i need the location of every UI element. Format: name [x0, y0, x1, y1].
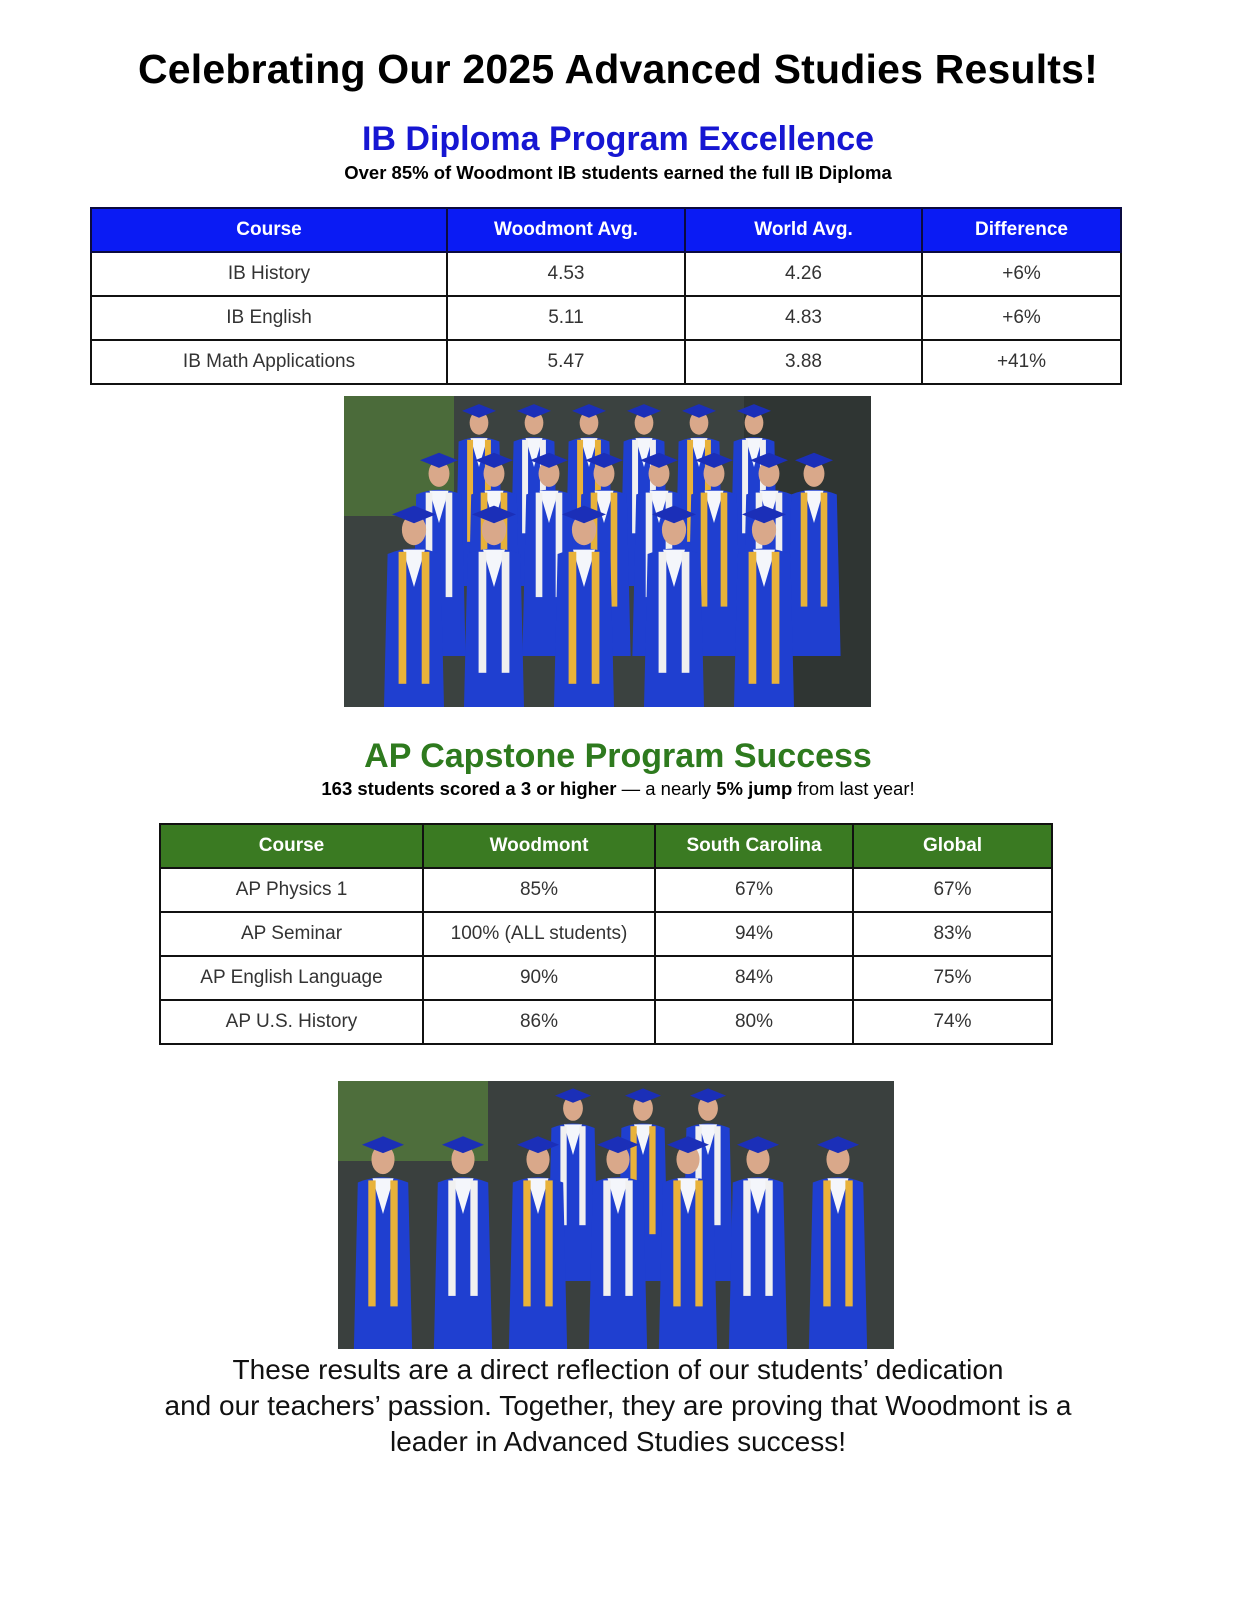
ap-subtitle-bold-count: 163 students scored a 3 or higher: [321, 778, 617, 799]
table-cell: 75%: [853, 956, 1052, 1000]
ap-subtitle-text-end: from last year!: [792, 778, 915, 799]
ib-section-subtitle: Over 85% of Woodmont IB students earned the full IB Diploma: [344, 162, 892, 183]
table-row: [160, 868, 1052, 912]
table-cell: 4.53: [447, 252, 685, 296]
table-cell: 84%: [655, 956, 853, 1000]
ap-header-global: Global: [853, 824, 1052, 868]
ap-section-title: AP Capstone Program Success: [364, 737, 872, 775]
ap-section-subtitle: [0, 778, 1236, 800]
ap-header-course: Course: [160, 824, 423, 868]
table-cell: 67%: [853, 868, 1052, 912]
table-cell: 4.83: [685, 296, 922, 340]
ap-subtitle-text: — a nearly: [616, 778, 717, 799]
table-row: [91, 252, 1121, 296]
table-cell: 86%: [423, 1000, 655, 1044]
graduates-photo-icon: [344, 396, 871, 707]
table-cell: 85%: [423, 868, 655, 912]
table-cell: IB Math Applications: [91, 340, 447, 384]
ap-graduates-photo: [338, 1081, 894, 1349]
closing-line: These results are a direct reflection of our students’ dedication: [232, 1354, 1004, 1385]
table-cell: 3.88: [685, 340, 922, 384]
ib-section-title: IB Diploma Program Excellence: [361, 120, 875, 158]
graduates-photo-icon: [338, 1081, 894, 1349]
table-cell: 5.11: [447, 296, 685, 340]
table-cell: 80%: [655, 1000, 853, 1044]
ap-subtitle-bold-jump: 5% jump: [716, 778, 793, 799]
table-cell: AP U.S. History: [160, 1000, 423, 1044]
table-cell: 74%: [853, 1000, 1052, 1044]
ib-results-table: [90, 207, 1122, 385]
table-cell: +6%: [922, 296, 1121, 340]
ib-header-woodmont-avg: Woodmont Avg.: [447, 208, 685, 252]
closing-line: leader in Advanced Studies success!: [389, 1426, 847, 1457]
ib-header-difference: Difference: [922, 208, 1121, 252]
ap-header-south-carolina: South Carolina: [655, 824, 853, 868]
table-cell: 4.26: [685, 252, 922, 296]
closing-line: and our teachers’ passion. Together, they are proving that Woodmont is a: [164, 1390, 1072, 1421]
ap-table-header-row: [160, 824, 1052, 868]
ap-results-table: [159, 823, 1053, 1045]
table-row: [91, 296, 1121, 340]
ib-header-world-avg: World Avg.: [685, 208, 922, 252]
page-title: Celebrating Our 2025 Advanced Studies Results!: [137, 46, 1099, 92]
table-cell: IB English: [91, 296, 447, 340]
ib-graduates-photo: [344, 396, 871, 707]
table-row: [91, 340, 1121, 384]
table-cell: 67%: [655, 868, 853, 912]
table-cell: IB History: [91, 252, 447, 296]
table-cell: 100% (ALL students): [423, 912, 655, 956]
table-cell: AP Seminar: [160, 912, 423, 956]
table-cell: +6%: [922, 252, 1121, 296]
table-row: [160, 956, 1052, 1000]
table-row: [160, 1000, 1052, 1044]
closing-statement: [0, 1352, 1236, 1460]
table-cell: 94%: [655, 912, 853, 956]
table-cell: 83%: [853, 912, 1052, 956]
ib-header-course: Course: [91, 208, 447, 252]
table-cell: 5.47: [447, 340, 685, 384]
table-cell: AP Physics 1: [160, 868, 423, 912]
table-cell: +41%: [922, 340, 1121, 384]
ap-header-woodmont: Woodmont: [423, 824, 655, 868]
table-cell: 90%: [423, 956, 655, 1000]
table-row: [160, 912, 1052, 956]
ib-table-header-row: [91, 208, 1121, 252]
table-cell: AP English Language: [160, 956, 423, 1000]
